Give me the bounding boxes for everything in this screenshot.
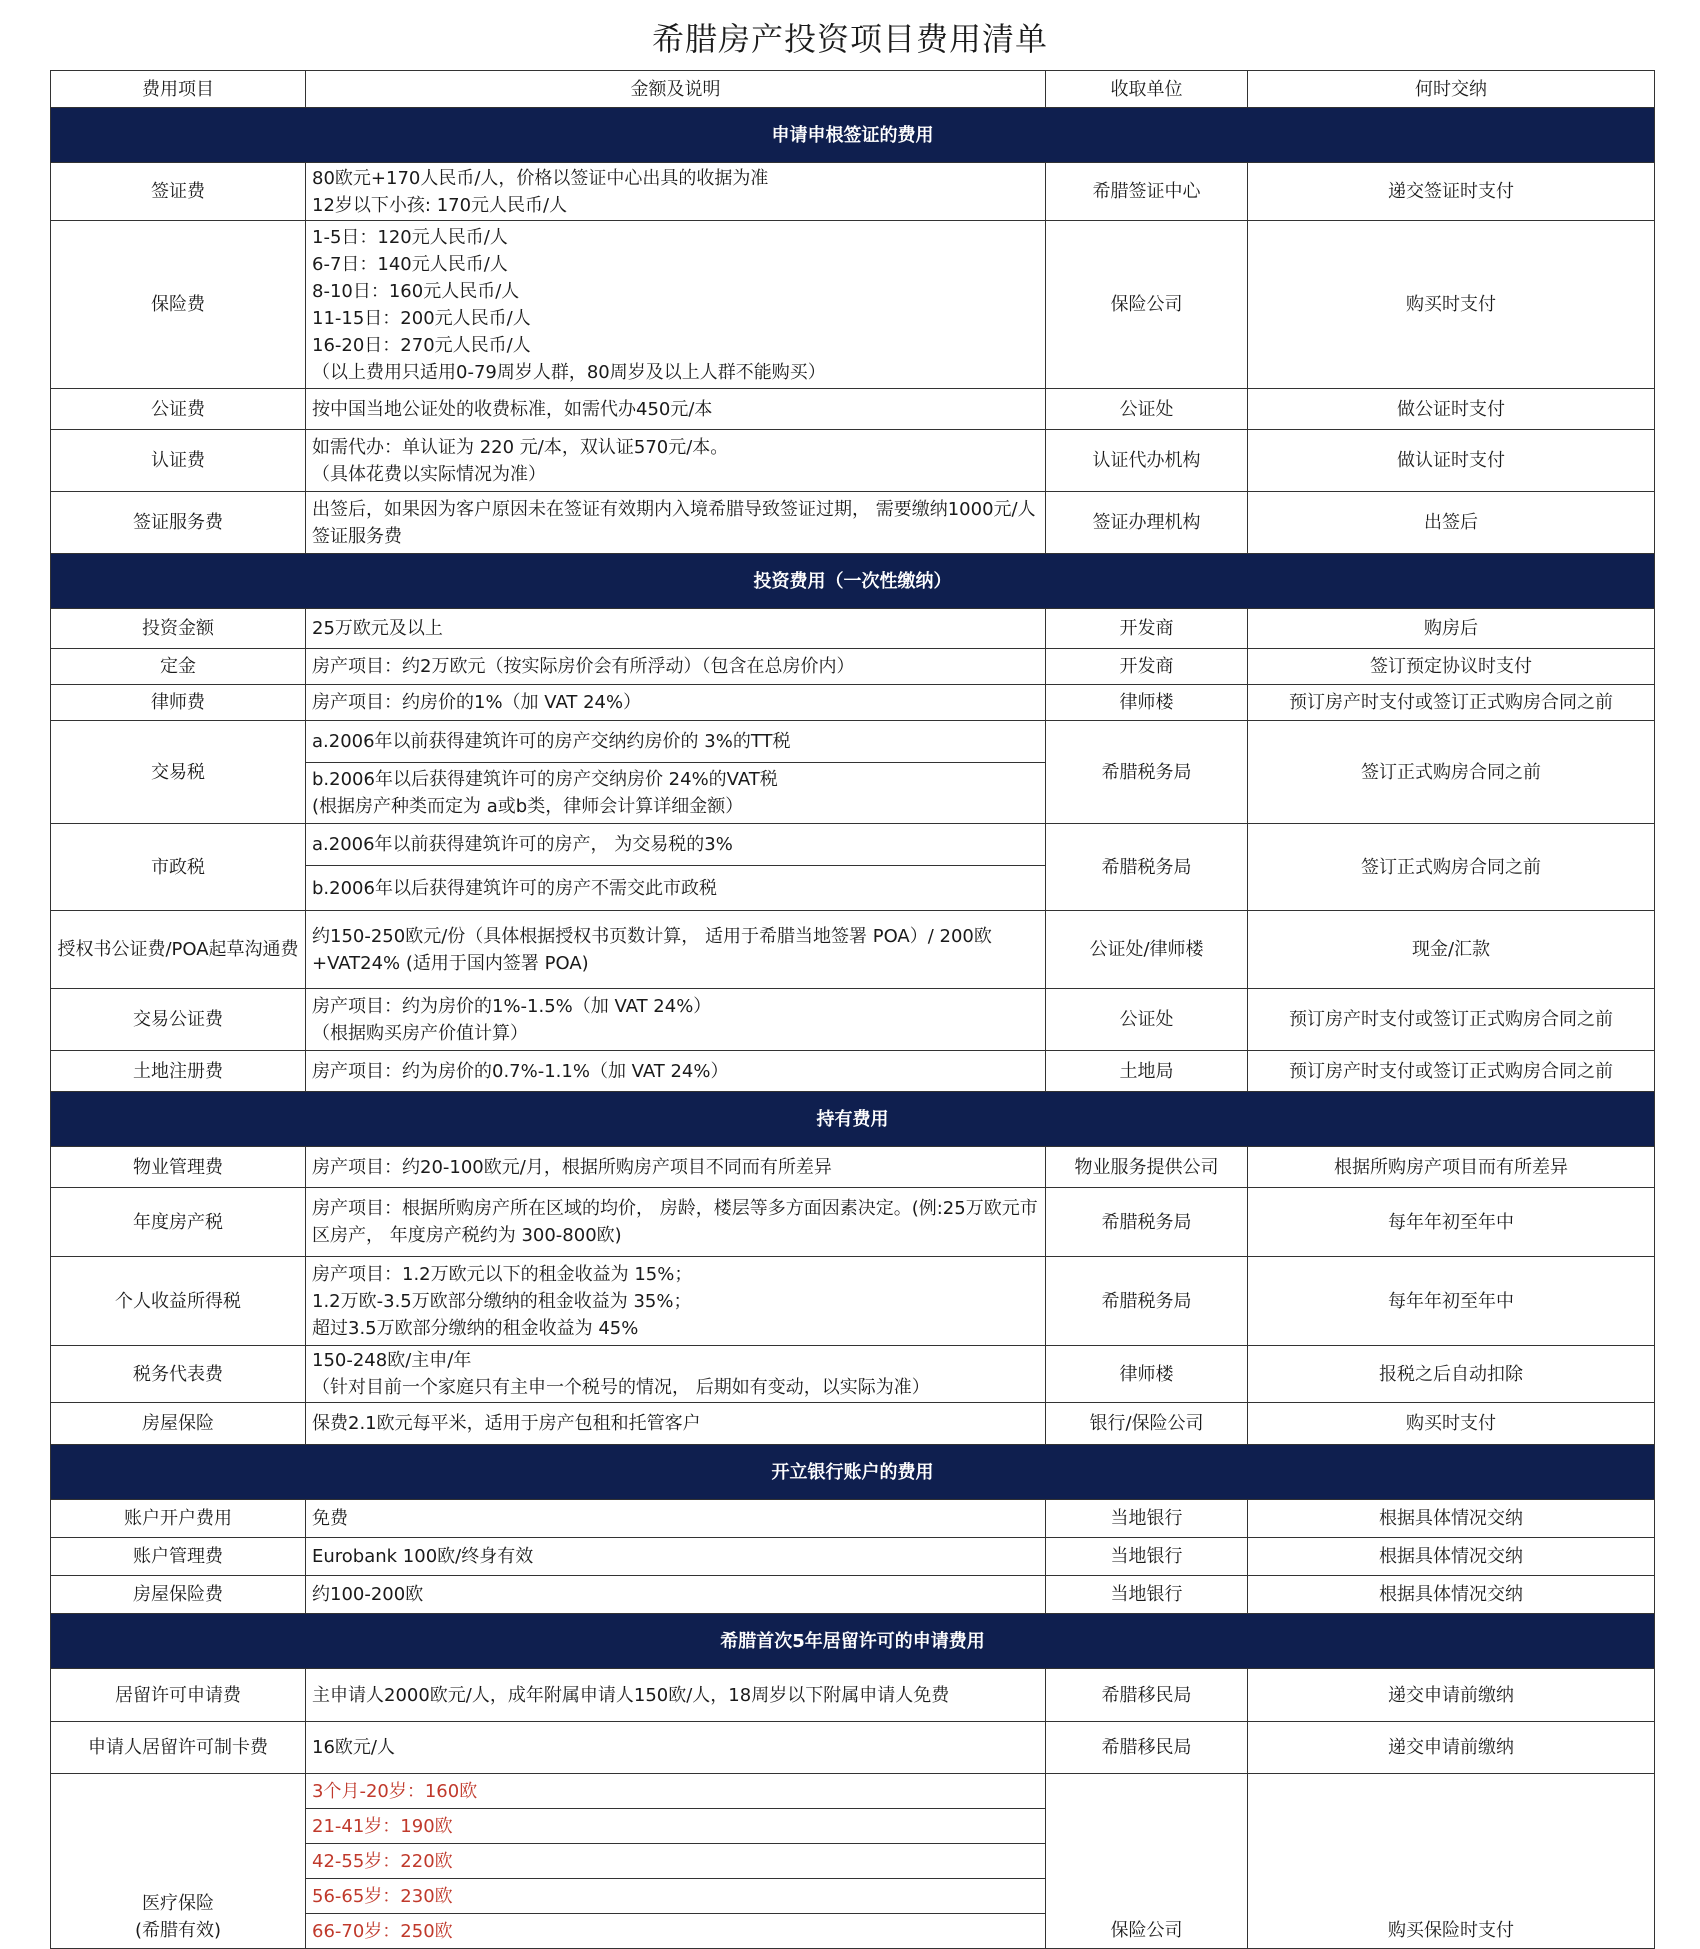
- fee-unit: 希腊税务局: [1046, 824, 1248, 911]
- fee-item: 交易税: [51, 721, 306, 824]
- table-row: [51, 389, 1655, 430]
- fee-item: 房屋保险: [51, 1403, 306, 1445]
- fee-item: 认证费: [51, 430, 306, 492]
- fee-desc: a.2006年以前获得建筑许可的房产交纳约房价的 3%的TT税: [306, 721, 1046, 763]
- table-row: [51, 492, 1655, 554]
- section-title: 希腊首次5年居留许可的申请费用: [51, 1614, 1655, 1669]
- fee-item: 土地注册费: [51, 1051, 306, 1092]
- fee-unit: 土地局: [1046, 1051, 1248, 1092]
- fee-item: 物业管理费: [51, 1147, 306, 1188]
- column-header: 金额及说明: [306, 71, 1046, 108]
- section-title: 开立银行账户的费用: [51, 1445, 1655, 1500]
- fee-when: 根据具体情况交纳: [1248, 1538, 1655, 1576]
- fee-item: 保险费: [51, 221, 306, 389]
- table-row: [51, 1500, 1655, 1538]
- fee-desc: a.2006年以前获得建筑许可的房产， 为交易税的3%: [306, 824, 1046, 866]
- fee-unit: 物业服务提供公司: [1046, 1147, 1248, 1188]
- table-row: [51, 221, 1655, 389]
- fee-when: 签订正式购房合同之前: [1248, 824, 1655, 911]
- fee-desc: 保费2.1欧元每平米，适用于房产包租和托管客户: [306, 1403, 1046, 1445]
- fee-unit: 希腊移民局: [1046, 1722, 1248, 1774]
- fee-unit: 公证处: [1046, 389, 1248, 430]
- fee-unit: 希腊税务局: [1046, 1257, 1248, 1346]
- fee-unit: 认证代办机构: [1046, 430, 1248, 492]
- fee-unit: 当地银行: [1046, 1500, 1248, 1538]
- fee-desc: b.2006年以后获得建筑许可的房产不需交此市政税: [306, 866, 1046, 911]
- fee-desc: [306, 492, 1046, 554]
- medical-tier: 3个月-20岁：160欧: [306, 1774, 1046, 1809]
- fee-desc: 约150-250欧元/份（具体根据授权书页数计算， 适用于希腊当地签署 POA）/ 200欧+VAT24% (适用于国内签署 POA): [306, 911, 1046, 989]
- fee-desc: Eurobank 100欧/终身有效: [306, 1538, 1046, 1576]
- desc-line: （以上费用只适用0-79周岁人群，80周岁及以上人群不能购买）: [312, 361, 826, 383]
- column-header: 费用项目: [51, 71, 306, 108]
- fee-unit: 公证处: [1046, 989, 1248, 1051]
- fee-unit: 保险公司: [1046, 1774, 1248, 1949]
- desc-line: （针对目前一个家庭只有主申一个税号的情况， 后期如有变动，以实际为准）: [312, 1377, 930, 1398]
- medical-tier: 56-65岁：230欧: [306, 1879, 1046, 1914]
- fee-desc: 房产项目：约2万欧元（按实际房价会有所浮动）（包含在总房价内）: [306, 649, 1046, 685]
- section-title: 申请申根签证的费用: [51, 108, 1655, 163]
- medical-tier: 42-55岁：220欧: [306, 1844, 1046, 1879]
- desc-line: 房产项目：1.2万欧元以下的租金收益为 15%；: [312, 1263, 693, 1285]
- item-line: (希腊有效): [134, 1920, 222, 1941]
- fee-desc: [306, 1257, 1046, 1346]
- fee-item: 市政税: [51, 824, 306, 911]
- fee-desc: [306, 221, 1046, 389]
- table-row: [51, 911, 1655, 989]
- table-row: [51, 1576, 1655, 1614]
- fee-unit: 希腊税务局: [1046, 1188, 1248, 1257]
- section-title: 持有费用: [51, 1092, 1655, 1147]
- fee-when: 预订房产时支付或签订正式购房合同之前: [1248, 685, 1655, 721]
- fee-desc: [306, 389, 1046, 430]
- fee-desc: 房产项目：根据所购房产所在区域的均价， 房龄，楼层等多方面因素决定。(例:25万欧元市区房产， 年度房产税约为 300-800欧): [306, 1188, 1046, 1257]
- fee-when: 做认证时支付: [1248, 430, 1655, 492]
- fee-item: 年度房产税: [51, 1188, 306, 1257]
- section-title: 投资费用（一次性缴纳）: [51, 554, 1655, 609]
- column-header: 收取单位: [1046, 71, 1248, 108]
- fee-desc: 16欧元/人: [306, 1722, 1046, 1774]
- fee-item: 申请人居留许可制卡费: [51, 1722, 306, 1774]
- fee-desc: 25万欧元及以上: [306, 609, 1046, 649]
- desc-line: b.2006年以后获得建筑许可的房产交纳房价 24%的VAT税: [312, 769, 778, 790]
- desc-line: 超过3.5万欧部分缴纳的租金收益为 45%: [312, 1317, 639, 1339]
- desc-line: 1.2万欧-3.5万欧部分缴纳的租金收益为 35%；: [312, 1290, 692, 1312]
- fee-when: 报税之后自动扣除: [1248, 1346, 1655, 1403]
- fee-item: 投资金额: [51, 609, 306, 649]
- desc-line: 150-248欧/主申/年: [312, 1350, 472, 1371]
- fee-desc: 免费: [306, 1500, 1046, 1538]
- desc-line: （根据购买房产价值计算）: [312, 1022, 528, 1044]
- section-header-residence: [51, 1614, 1655, 1669]
- desc-line: 8-10日：160元人民币/人: [312, 280, 520, 302]
- fee-when: 购买时支付: [1248, 1403, 1655, 1445]
- desc-line: 80欧元+170人民币/人，价格以签证中心出具的收据为准: [312, 167, 769, 189]
- fee-item: 交易公证费: [51, 989, 306, 1051]
- fee-item: 授权书公证费/POA起草沟通费: [51, 911, 306, 989]
- fee-item: 公证费: [51, 389, 306, 430]
- fee-when: 根据具体情况交纳: [1248, 1500, 1655, 1538]
- fee-when: 每年年初至年中: [1248, 1188, 1655, 1257]
- fee-unit: 开发商: [1046, 649, 1248, 685]
- desc-line: 6-7日：140元人民币/人: [312, 253, 508, 275]
- column-header: 何时交纳: [1248, 71, 1655, 108]
- fee-when: 购房后: [1248, 609, 1655, 649]
- fee-item: 账户开户费用: [51, 1500, 306, 1538]
- fee-when: 根据所购房产项目而有所差异: [1248, 1147, 1655, 1188]
- table-row: [51, 721, 1655, 763]
- fee-desc: 房产项目：约为房价的0.7%-1.1%（加 VAT 24%）: [306, 1051, 1046, 1092]
- page-title: 希腊房产投资项目费用清单: [651, 20, 1048, 58]
- fee-desc: [306, 1346, 1046, 1403]
- fee-unit: 当地银行: [1046, 1576, 1248, 1614]
- fee-item: 账户管理费: [51, 1538, 306, 1576]
- table-row: [51, 989, 1655, 1051]
- medical-tier: 66-70岁：250欧: [306, 1914, 1046, 1949]
- fee-unit: 希腊移民局: [1046, 1669, 1248, 1722]
- section-header-invest: [51, 554, 1655, 609]
- desc-line: 出签后，如果因为客户原因未在签证有效期内入境希腊导致签证过期， 需要缴纳1000元/人签证服务费: [312, 498, 1036, 547]
- fee-unit: 保险公司: [1046, 221, 1248, 389]
- section-header-bank: [51, 1445, 1655, 1500]
- desc-line: 12岁以下小孩: 170元人民币/人: [312, 194, 568, 216]
- table-row: [51, 1147, 1655, 1188]
- table-row: [51, 1669, 1655, 1722]
- fee-unit: 当地银行: [1046, 1538, 1248, 1576]
- fee-when: 做公证时支付: [1248, 389, 1655, 430]
- table-row: [51, 163, 1655, 221]
- fee-when: 递交签证时支付: [1248, 163, 1655, 221]
- fee-when: 购买时支付: [1248, 221, 1655, 389]
- fee-desc: [306, 763, 1046, 824]
- fee-when: 签订正式购房合同之前: [1248, 721, 1655, 824]
- table-row: [51, 824, 1655, 866]
- table-row: [51, 1774, 1655, 1809]
- fee-desc: 房产项目：约20-100欧元/月，根据所购房产项目不同而有所差异: [306, 1147, 1046, 1188]
- fee-item: 签证费: [51, 163, 306, 221]
- fee-unit: 律师楼: [1046, 1346, 1248, 1403]
- fee-unit: 公证处/律师楼: [1046, 911, 1248, 989]
- fee-desc: [306, 163, 1046, 221]
- table-row: [51, 609, 1655, 649]
- fee-when: 现金/汇款: [1248, 911, 1655, 989]
- fee-item: 签证服务费: [51, 492, 306, 554]
- fee-unit: 律师楼: [1046, 685, 1248, 721]
- fee-item: [51, 1774, 306, 1949]
- fee-item: 税务代表费: [51, 1346, 306, 1403]
- fee-unit: 银行/保险公司: [1046, 1403, 1248, 1445]
- medical-tier: 21-41岁：190欧: [306, 1809, 1046, 1844]
- fee-when: 递交申请前缴纳: [1248, 1669, 1655, 1722]
- fee-desc: 主申请人2000欧元/人，成年附属申请人150欧/人，18周岁以下附属申请人免费: [306, 1669, 1046, 1722]
- fee-when: 每年年初至年中: [1248, 1257, 1655, 1346]
- table-row: [51, 1188, 1655, 1257]
- desc-line: 11-15日：200元人民币/人: [312, 307, 531, 329]
- item-line: 医疗保险: [142, 1893, 214, 1914]
- fee-item: 个人收益所得税: [51, 1257, 306, 1346]
- desc-line: （具体花费以实际情况为准）: [312, 463, 546, 485]
- table-row: [51, 1257, 1655, 1346]
- fee-table: [50, 70, 1655, 1949]
- table-row: [51, 685, 1655, 721]
- fee-item: 房屋保险费: [51, 1576, 306, 1614]
- desc-line: 1-5日：120元人民币/人: [312, 226, 508, 248]
- desc-line: 如需代办：单认证为 220 元/本，双认证570元/本。: [312, 436, 729, 458]
- section-header-visa: [51, 108, 1655, 163]
- table-row: [51, 1538, 1655, 1576]
- desc-line: 房产项目：约为房价的1%-1.5%（加 VAT 24%）: [312, 995, 712, 1017]
- table-row: [51, 649, 1655, 685]
- fee-when: 递交申请前缴纳: [1248, 1722, 1655, 1774]
- desc-line: 按中国当地公证处的收费标准，如需代办450元/本: [312, 398, 713, 420]
- fee-desc: [306, 989, 1046, 1051]
- fee-desc: [306, 430, 1046, 492]
- section-header-hold: [51, 1092, 1655, 1147]
- fee-when: 预订房产时支付或签订正式购房合同之前: [1248, 1051, 1655, 1092]
- fee-when: 购买保险时支付: [1248, 1774, 1655, 1949]
- fee-desc: 约100-200欧: [306, 1576, 1046, 1614]
- fee-item: 居留许可申请费: [51, 1669, 306, 1722]
- fee-when: 预订房产时支付或签订正式购房合同之前: [1248, 989, 1655, 1051]
- table-row: [51, 1722, 1655, 1774]
- fee-when: 签订预定协议时支付: [1248, 649, 1655, 685]
- table-header-row: [51, 71, 1655, 108]
- table-row: [51, 430, 1655, 492]
- table-row: [51, 1403, 1655, 1445]
- fee-unit: 希腊签证中心: [1046, 163, 1248, 221]
- desc-line: 16-20日：270元人民币/人: [312, 334, 531, 356]
- fee-unit: 希腊税务局: [1046, 721, 1248, 824]
- fee-item: 定金: [51, 649, 306, 685]
- fee-item: 律师费: [51, 685, 306, 721]
- table-row: [51, 1346, 1655, 1403]
- fee-desc: 房产项目：约房价的1%（加 VAT 24%）: [306, 685, 1046, 721]
- table-row: [51, 1051, 1655, 1092]
- fee-when: 出签后: [1248, 492, 1655, 554]
- fee-unit: 开发商: [1046, 609, 1248, 649]
- desc-line: (根据房产种类而定为 a或b类，律师会计算详细金额）: [312, 796, 744, 817]
- fee-unit: 签证办理机构: [1046, 492, 1248, 554]
- fee-when: 根据具体情况交纳: [1248, 1576, 1655, 1614]
